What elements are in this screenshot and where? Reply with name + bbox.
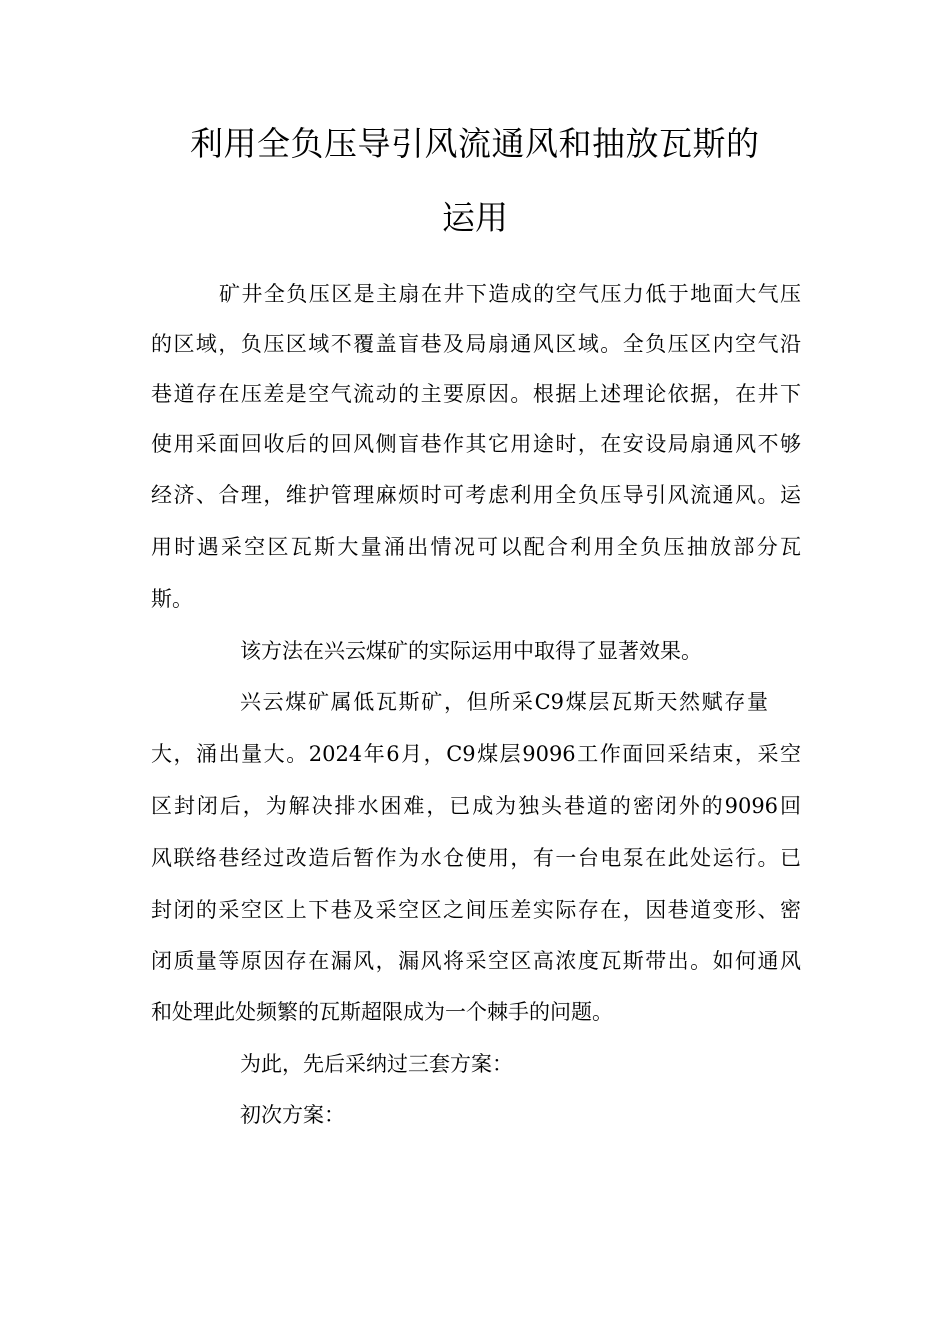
paragraph-1-line-2: 的区域，负压区域不覆盖盲巷及局扇通风区域。全负压区内空气沿 — [151, 332, 801, 356]
paragraph-3-line-4: 风联络巷经过改造后暂作为水仓使用，有一台电泵在此处运行。已 — [151, 846, 801, 870]
paragraph-2: 该方法在兴云煤矿的实际运用中取得了显著效果。 — [240, 639, 702, 663]
paragraph-3-line-3: 区封闭后，为解决排水困难，已成为独头巷道的密闭外的9096回 — [151, 794, 801, 818]
paragraph-1-line-5: 经济、合理，维护管理麻烦时可考虑利用全负压导引风流通风。运 — [151, 483, 801, 507]
paragraph-3-line-7: 和处理此处频繁的瓦斯超限成为一个棘手的问题。 — [151, 1000, 613, 1024]
document-title-line-1: 利用全负压导引风流通风和抽放瓦斯的 — [190, 124, 760, 163]
paragraph-1-line-4: 使用采面回收后的回风侧盲巷作其它用途时，在安设局扇通风不够 — [151, 432, 801, 456]
paragraph-3-line-1: 兴云煤矿属低瓦斯矿，但所采C9煤层瓦斯天然赋存量 — [240, 690, 768, 714]
paragraph-3-line-5: 封闭的采空区上下巷及采空区之间压差实际存在，因巷道变形、密 — [151, 898, 801, 922]
paragraph-3-line-2: 大，涌出量大。2024年6月，C9煤层9096工作面回采结束，采空 — [151, 742, 801, 766]
paragraph-3-line-6: 闭质量等原因存在漏风，漏风将采空区高浓度瓦斯带出。如何通风 — [151, 949, 801, 973]
paragraph-1-line-6: 用时遇采空区瓦斯大量涌出情况可以配合利用全负压抽放部分瓦 — [151, 535, 801, 559]
paragraph-1-line-3: 巷道存在压差是空气流动的主要原因。根据上述理论依据，在井下 — [151, 382, 801, 406]
paragraph-1-line-7: 斯。 — [151, 587, 193, 611]
paragraph-5: 初次方案： — [240, 1103, 345, 1127]
document-title-line-2: 运用 — [442, 198, 508, 237]
paragraph-4: 为此，先后采纳过三套方案： — [240, 1052, 513, 1076]
paragraph-1-line-1: 矿井全负压区是主扇在井下造成的空气压力低于地面大气压 — [219, 282, 801, 306]
